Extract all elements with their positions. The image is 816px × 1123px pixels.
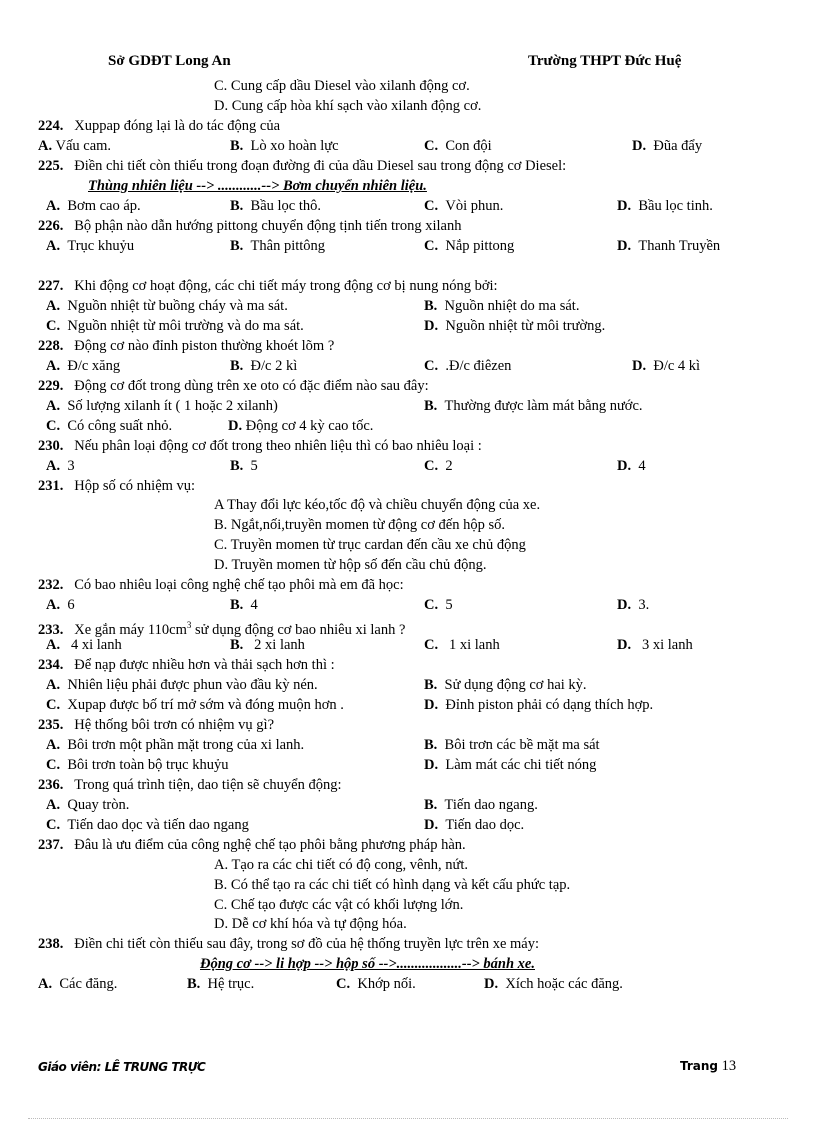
question-text: Nếu phân loại động cơ đốt trong theo nhiên liệu thì có bao nhiêu loại : bbox=[74, 438, 482, 454]
question-number: 236. bbox=[38, 777, 64, 793]
option-b: B. Bôi trơn các bề mặt ma sát bbox=[424, 737, 600, 753]
option-b: B. Lò xo hoàn lực bbox=[230, 138, 339, 154]
question-number: 229. bbox=[38, 378, 64, 394]
option-a: A Thay đổi lực kéo,tốc độ và chiều chuyển động của xe. bbox=[214, 497, 541, 513]
option-c: C. Con đội bbox=[424, 138, 492, 154]
question-text: Hệ thống bôi trơn có nhiệm vụ gì? bbox=[74, 717, 275, 733]
option-d: D. 3. bbox=[617, 597, 650, 613]
option-b: B. Hệ trục. bbox=[187, 976, 255, 992]
option-d: D. Đũa đẩy bbox=[632, 138, 703, 154]
question-text: Có bao nhiêu loại công nghệ chế tạo phôi mà em đã học: bbox=[74, 577, 404, 593]
option-a: A. Quay tròn. bbox=[46, 797, 130, 813]
option-b: B. Thân pittông bbox=[230, 238, 326, 254]
option-b: B. Ngắt,nối,truyền momen từ động cơ đến hộp số. bbox=[214, 517, 505, 533]
option-d: D. Đỉnh piston phải có dạng thích hợp. bbox=[424, 697, 654, 713]
question-text: Xe gắn máy $110cm^3$ sử dụng động cơ bao nhiêu xi lanh ? bbox=[74, 620, 406, 638]
option-d: D. 3 xi lanh bbox=[617, 637, 693, 653]
option-a: A. Nguồn nhiệt từ buồng cháy và ma sát. bbox=[46, 298, 288, 314]
option-b: B. 5 bbox=[230, 458, 258, 474]
option-d: D. Làm mát các chi tiết nóng bbox=[424, 757, 597, 773]
question-number: 226. bbox=[38, 218, 64, 234]
school-name: Trường THPT Đức Huệ bbox=[528, 53, 682, 69]
question-number: 230. bbox=[38, 438, 64, 454]
question-number: 232. bbox=[38, 577, 64, 593]
page-number: Trang 13 bbox=[680, 1058, 737, 1074]
option-d: D. Cung cấp hòa khí sạch vào xilanh động cơ. bbox=[214, 98, 482, 114]
option-c: C. .Đ/c điêzen bbox=[424, 358, 512, 374]
option-d: D. Dễ cơ khí hóa và tự động hóa. bbox=[214, 916, 407, 932]
question-number: 235. bbox=[38, 717, 64, 733]
option-d: D. 4 bbox=[617, 458, 646, 474]
teacher-name: Giáo viên: LÊ TRUNG TRỰC bbox=[38, 1060, 206, 1074]
option-c: C. Nguồn nhiệt từ môi trường và do ma sát. bbox=[46, 318, 304, 334]
option-d: D. Bầu lọc tinh. bbox=[617, 198, 713, 214]
option-d: D. Xích hoặc các đăng. bbox=[484, 976, 623, 992]
option-c: C. Chế tạo được các vật có khối lượng lớn. bbox=[214, 897, 464, 913]
option-c: C. 1 xi lanh bbox=[424, 637, 500, 653]
question-text: Động cơ đốt trong dùng trên xe oto có đặc điểm nào sau đây: bbox=[74, 378, 429, 394]
question-text: Đâu là ưu điểm của công nghệ chế tạo phôi bằng phương pháp hàn. bbox=[74, 837, 466, 853]
option-a: A. 4 xi lanh bbox=[46, 637, 122, 653]
option-c: C. 5 bbox=[424, 597, 453, 613]
transmission-sequence: Động cơ --> li hợp --> hộp số -->..................--> bánh xe. bbox=[200, 956, 535, 972]
option-b: B. Đ/c 2 kì bbox=[230, 358, 298, 374]
option-b: B. Bầu lọc thô. bbox=[230, 198, 322, 214]
option-c: C. Truyền momen từ trục cardan đến cầu xe chủ động bbox=[214, 537, 526, 553]
question-text: Động cơ nào đỉnh piston thường khoét lõm ? bbox=[74, 338, 335, 354]
option-c: C. Cung cấp dầu Diesel vào xilanh động cơ. bbox=[214, 78, 470, 94]
option-b: B. Nguồn nhiệt do ma sát. bbox=[424, 298, 580, 314]
option-c: C. Nắp pittong bbox=[424, 238, 515, 254]
option-b: B. Sử dụng động cơ hai kỳ. bbox=[424, 677, 587, 693]
question-text: Bộ phận nào dẫn hướng pittong chuyển động tịnh tiến trong xilanh bbox=[74, 218, 462, 234]
question-number: 227. bbox=[38, 278, 64, 294]
question-text: Điền chi tiết còn thiếu sau đây, trong sơ đồ của hệ thống truyền lực trên xe máy: bbox=[74, 936, 540, 952]
option-c: C. Khớp nối. bbox=[336, 976, 416, 992]
question-text: Điền chi tiết còn thiếu trong đoạn đường đi của dầu Diesel sau trong động cơ Diesel: bbox=[74, 158, 567, 174]
option-d: D. Tiến dao dọc. bbox=[424, 817, 525, 833]
option-d: D. Đ/c 4 kì bbox=[632, 358, 701, 374]
school-department: Sở GDĐT Long An bbox=[108, 53, 231, 69]
option-c: C. Vòi phun. bbox=[424, 198, 504, 214]
option-b: B. Thường được làm mát bằng nước. bbox=[424, 398, 643, 414]
question-number: 228. bbox=[38, 338, 64, 354]
bottom-divider bbox=[28, 1118, 788, 1119]
question-text: Khi động cơ hoạt động, các chi tiết máy trong động cơ bị nung nóng bởi: bbox=[74, 278, 498, 294]
question-number: 224. bbox=[38, 118, 64, 134]
flow-sequence: Thùng nhiên liệu --> ............--> Bơm chuyển nhiên liệu. bbox=[88, 178, 427, 194]
option-c: C. 2 bbox=[424, 458, 453, 474]
option-a: A. 6 bbox=[46, 597, 75, 613]
option-d: D. Động cơ 4 kỳ cao tốc. bbox=[228, 418, 374, 434]
option-a: A. Bôi trơn một phần mặt trong của xi lanh. bbox=[46, 737, 305, 753]
option-c: C. Tiến dao dọc và tiến dao ngang bbox=[46, 817, 249, 833]
option-b: B. 2 xi lanh bbox=[230, 637, 305, 653]
option-a: A. Tạo ra các chi tiết có độ cong, vênh, nứt. bbox=[214, 857, 469, 873]
question-text: Trong quá trình tiện, dao tiện sẽ chuyển động: bbox=[74, 777, 342, 793]
option-a: A. Nhiên liệu phải được phun vào đầu kỳ nén. bbox=[46, 677, 318, 693]
question-number: 233. bbox=[38, 621, 64, 638]
question-number: 238. bbox=[38, 936, 64, 952]
option-d: D. Truyền momen từ hộp số đến cầu chủ động. bbox=[214, 557, 487, 573]
question-text: Để nạp được nhiều hơn và thải sạch hơn thì : bbox=[74, 657, 335, 673]
question-text: Xuppap đóng lại là do tác động của bbox=[74, 118, 281, 134]
option-a: A. Bơm cao áp. bbox=[46, 198, 141, 214]
question-text: Hộp số có nhiệm vụ: bbox=[74, 478, 196, 494]
option-d: D. Nguồn nhiệt từ môi trường. bbox=[424, 318, 606, 334]
option-a: A. Đ/c xăng bbox=[46, 358, 121, 374]
option-b: B. 4 bbox=[230, 597, 258, 613]
option-b: B. Tiến dao ngang. bbox=[424, 797, 538, 813]
option-d: D. Thanh Truyền bbox=[617, 238, 721, 254]
option-c: C. Bôi trơn toàn bộ trục khuỷu bbox=[46, 757, 229, 773]
option-a: A. 3 bbox=[46, 458, 75, 474]
option-a: A. Các đăng. bbox=[38, 976, 118, 992]
option-b: B. Có thể tạo ra các chi tiết có hình dạng và kết cấu phức tạp. bbox=[214, 877, 571, 893]
option-a: A. Trục khuỷu bbox=[46, 238, 135, 254]
option-c: C. Xupap được bố trí mở sớm và đóng muộn hơn . bbox=[46, 697, 344, 713]
question-number: 231. bbox=[38, 478, 64, 494]
option-a: A. Số lượng xilanh ít ( 1 hoặc 2 xilanh) bbox=[46, 398, 278, 414]
question-number: 234. bbox=[38, 657, 64, 673]
option-a: A. Vấu cam. bbox=[38, 138, 112, 154]
question-number: 237. bbox=[38, 837, 64, 853]
question-number: 225. bbox=[38, 158, 64, 174]
option-c: C. Có công suất nhỏ. bbox=[46, 418, 173, 434]
